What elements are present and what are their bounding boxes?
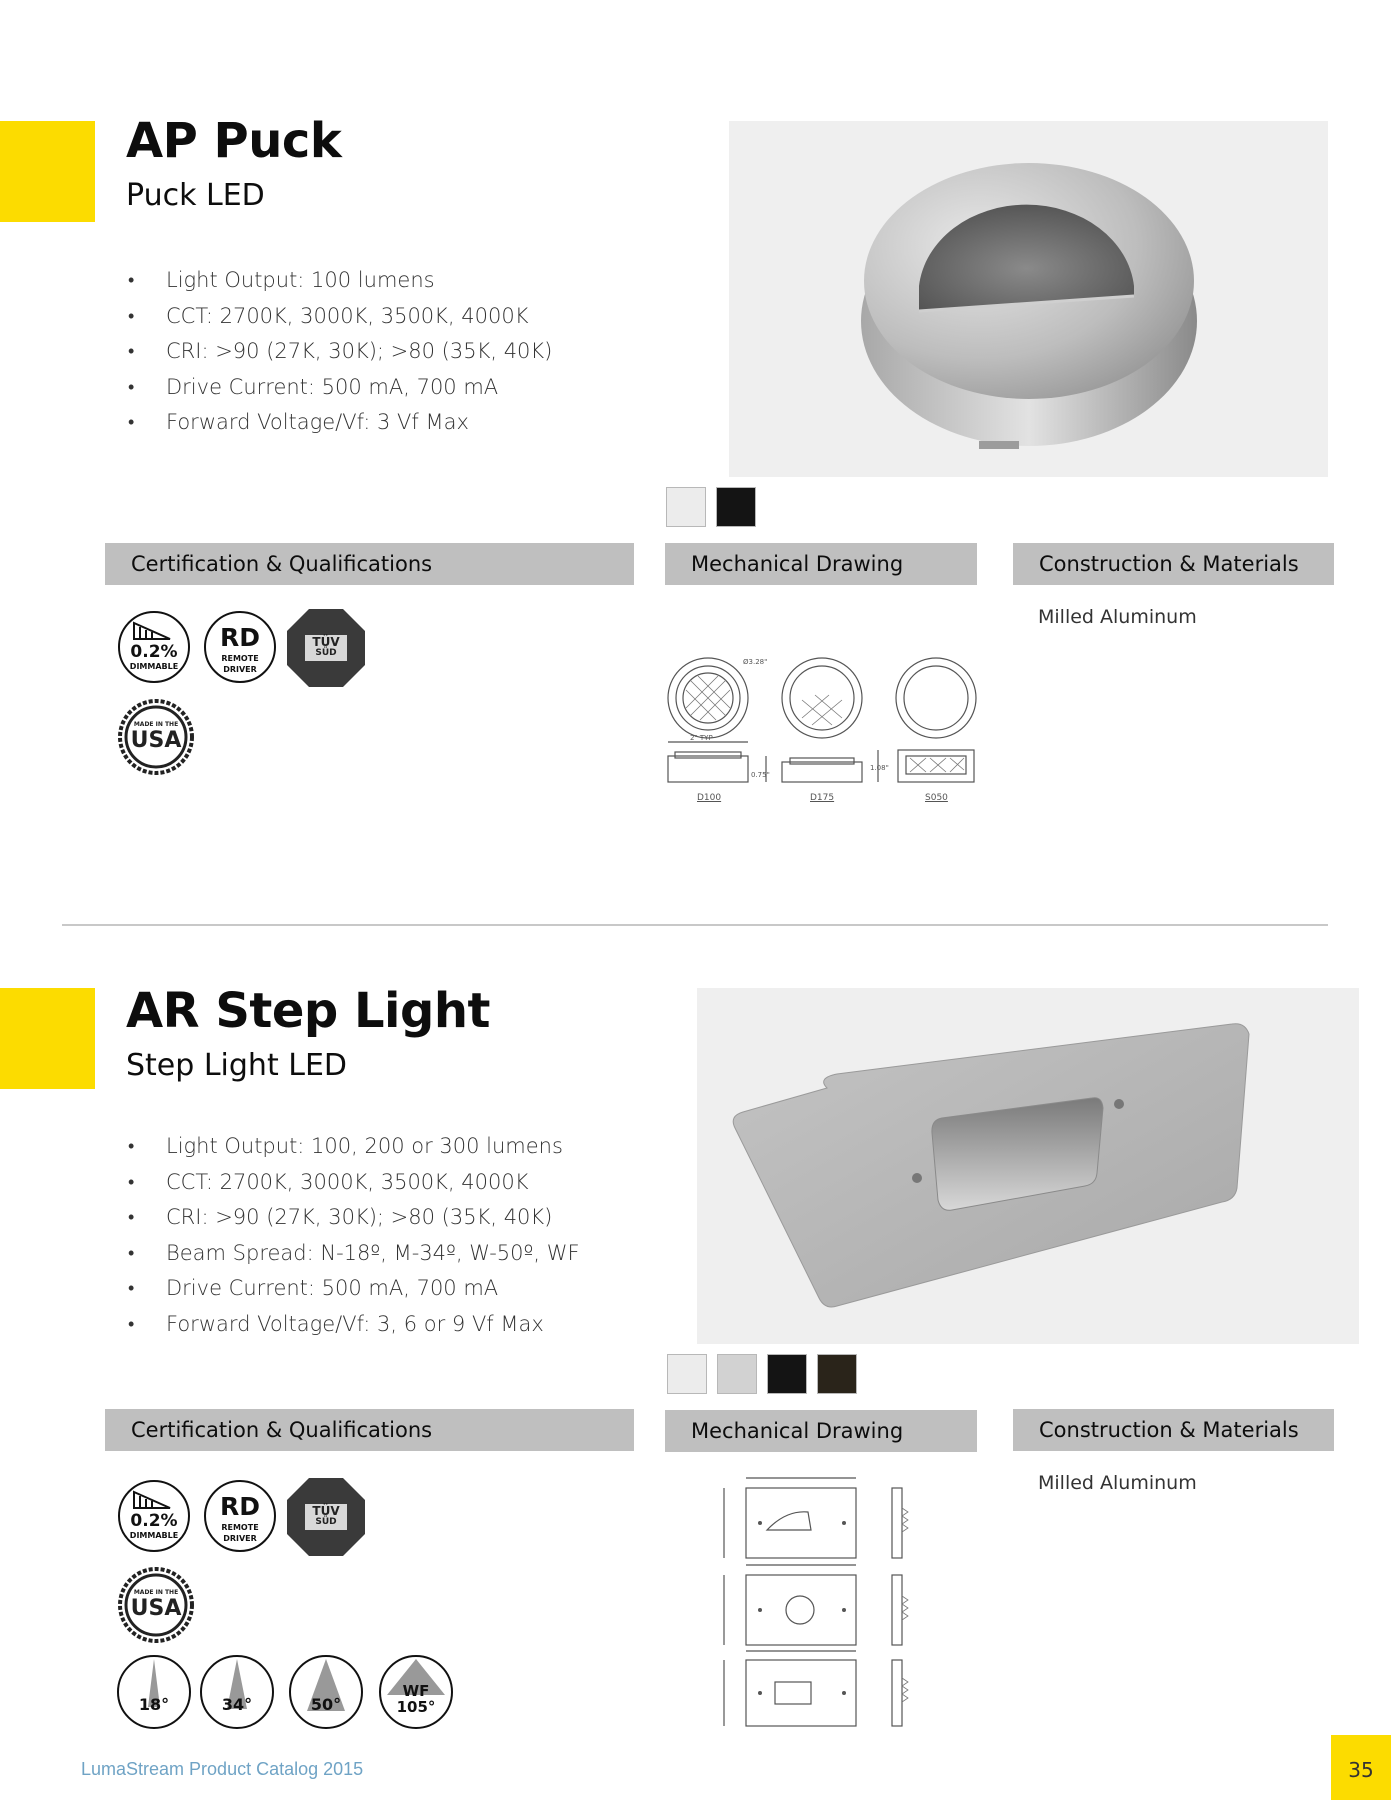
beam-wf-line1: WF: [402, 1682, 430, 1700]
product-title: AR Step Light: [126, 983, 490, 1039]
cert-heading: Certification & Qualifications: [105, 543, 634, 585]
beam-cone-icon: [200, 1655, 274, 1729]
beam-18-badge: [117, 1655, 191, 1729]
remote-value: RD: [219, 1492, 260, 1521]
usa-top: MADE IN THE: [133, 1589, 179, 1596]
beam-label: 18°: [138, 1695, 170, 1714]
materials-heading: Construction & Materials: [1013, 543, 1334, 585]
tuv-label: TÜV: [312, 1504, 340, 1518]
spec-item: • Forward Voltage/Vf: 3, 6 or 9 Vf Max: [126, 1307, 580, 1343]
finish-swatch[interactable]: [716, 487, 756, 527]
dimming-label: DIMMABLE: [129, 662, 179, 671]
dimming-icon: [132, 621, 172, 641]
tuv-sub: SÜD: [315, 648, 337, 658]
spec-item: • CRI: >90 (27K, 30K); >80 (35K, 40K): [126, 1200, 580, 1236]
drawing-heading: Mechanical Drawing: [665, 543, 977, 585]
tuv-sub: SÜD: [315, 1517, 337, 1527]
usa-value: USA: [130, 1596, 182, 1621]
tuv-label: TÜV: [312, 635, 340, 649]
beam-50-badge: [289, 1655, 363, 1729]
model-label: D175: [810, 793, 835, 803]
dimming-value: 0.2%: [130, 1511, 178, 1531]
spec-item: • Beam Spread: N-18º, M-34º, W-50º, WF: [126, 1236, 580, 1272]
dim-label: Ø3.28": [743, 658, 768, 666]
finish-swatch[interactable]: [817, 1354, 857, 1394]
model-label: S050: [925, 793, 948, 803]
product-subtitle: Step Light LED: [126, 1048, 348, 1083]
spec-list: [126, 1129, 580, 1343]
product-title: AP Puck: [126, 113, 342, 169]
dimming-value: 0.2%: [130, 642, 178, 662]
spec-item: • CRI: >90 (27K, 30K); >80 (35K, 40K): [126, 334, 552, 370]
remote-value: RD: [219, 623, 260, 652]
accent-tab: [0, 988, 95, 1089]
page-number: 35: [1331, 1735, 1391, 1800]
tuv-badge: [285, 607, 367, 689]
product-photo: [697, 988, 1359, 1344]
materials-heading: Construction & Materials: [1013, 1409, 1334, 1451]
made-in-usa-badge: [118, 1567, 194, 1643]
remote-driver-badge: [204, 611, 276, 683]
product-subtitle: Puck LED: [126, 178, 265, 213]
beam-34-badge: [200, 1655, 274, 1729]
spec-item: • Drive Current: 500 mA, 700 mA: [126, 1271, 580, 1307]
spec-item: • CCT: 2700K, 3000K, 3500K, 4000K: [126, 299, 552, 335]
remote-line2: DRIVER: [223, 1534, 257, 1543]
usa-top: MADE IN THE: [133, 721, 179, 728]
dimmable-badge: [118, 1480, 190, 1552]
spec-item: • CCT: 2700K, 3000K, 3500K, 4000K: [126, 1165, 580, 1201]
model-label: D100: [697, 793, 722, 803]
finish-swatch[interactable]: [767, 1354, 807, 1394]
cert-heading: Certification & Qualifications: [105, 1409, 634, 1451]
remote-line1: REMOTE: [221, 1523, 259, 1532]
beam-cone-icon: [117, 1655, 191, 1729]
dim-label: 0.75": [751, 771, 770, 779]
spec-item: • Light Output: 100 lumens: [126, 263, 552, 299]
beam-wf-line2: 105°: [396, 1698, 436, 1716]
accent-tab: [0, 121, 95, 222]
spec-list: [126, 263, 552, 441]
finish-swatch[interactable]: [666, 487, 706, 527]
footer-catalog: LumaStream Product Catalog 2015: [81, 1759, 364, 1779]
beam-cone-icon: [289, 1655, 363, 1729]
drawing-svg: [665, 650, 995, 810]
beam-label: 34°: [221, 1695, 253, 1714]
spec-item: • Light Output: 100, 200 or 300 lumens: [126, 1129, 580, 1165]
dimming-icon: [132, 1490, 172, 1510]
beam-wf-badge: [379, 1655, 453, 1729]
beam-label: 50°: [310, 1695, 342, 1714]
product-photo: [729, 121, 1328, 477]
finish-swatch[interactable]: [667, 1354, 707, 1394]
dim-label: 2" TYP: [690, 734, 713, 742]
usa-value: USA: [130, 728, 182, 753]
dim-label: 1.08": [870, 764, 889, 772]
tuv-badge: [285, 1476, 367, 1558]
mechanical-drawing: [665, 650, 995, 810]
material-text: Milled Aluminum: [1038, 1472, 1197, 1494]
section-divider: [62, 924, 1328, 926]
spec-item: • Drive Current: 500 mA, 700 mA: [126, 370, 552, 406]
mechanical-drawing: [716, 1468, 926, 1732]
dimming-label: DIMMABLE: [129, 1531, 179, 1540]
remote-driver-badge: [204, 1480, 276, 1552]
dimmable-badge: [118, 611, 190, 683]
finish-swatch[interactable]: [717, 1354, 757, 1394]
spec-item: • Forward Voltage/Vf: 3 Vf Max: [126, 405, 552, 441]
made-in-usa-badge: [118, 699, 194, 775]
remote-line1: REMOTE: [221, 654, 259, 663]
remote-line2: DRIVER: [223, 665, 257, 674]
material-text: Milled Aluminum: [1038, 606, 1197, 628]
drawing-heading: Mechanical Drawing: [665, 1410, 977, 1452]
drawing-svg: [716, 1468, 926, 1732]
